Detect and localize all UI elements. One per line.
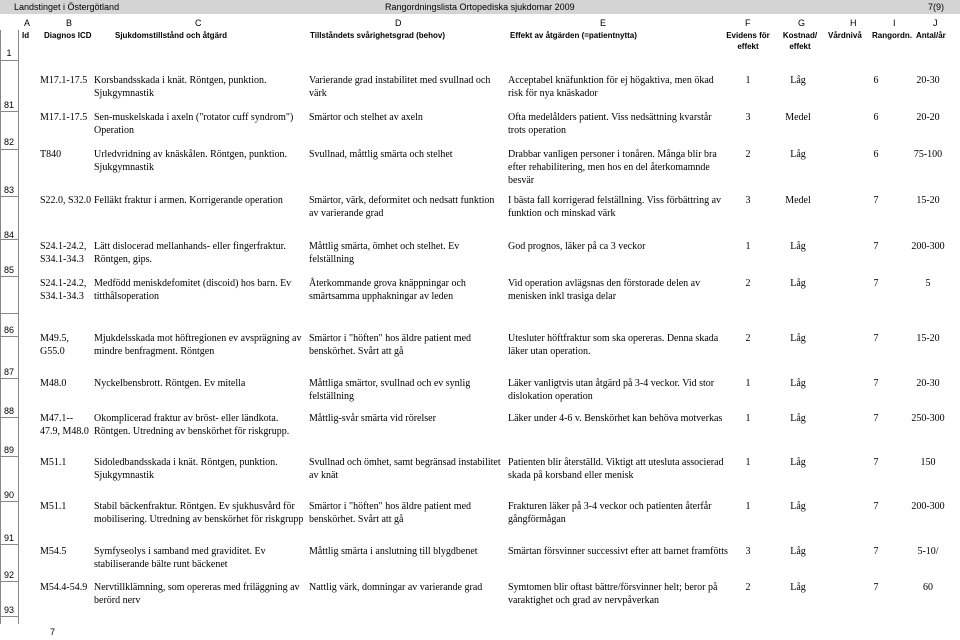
cell-effect: Frakturen läker på 3-4 veckor och patienten återfår gångförmågan <box>508 501 715 525</box>
cell-severity: Smärtor och stelhet av axeln <box>309 112 423 123</box>
cell-condition: Lätt dislocerad mellanhands- eller fingerfraktur. Röntgen, gips. <box>94 241 289 265</box>
cell-effect: Drabbar vanligen personer i tonåren. Många blir bra efter rehabilitering, men hos en del återkomamnde besvär <box>508 149 720 186</box>
cell-cost: Låg <box>790 501 806 512</box>
cell-evidence: 3 <box>745 112 751 123</box>
cell-severity: Varierande grad instabilitet med svullnad och värk <box>309 75 493 99</box>
cell-count: 200-300 <box>911 501 945 512</box>
cell-cost: Medel <box>785 195 811 206</box>
document-header <box>0 0 960 14</box>
col-letter: H <box>850 18 857 28</box>
cell-severity: Måttlig smärta i anslutning till blygdbenet <box>309 546 478 557</box>
cell-condition: Stabil bäckenfraktur. Röntgen. Ev sjukhusvård för mobilisering. Utredning av benskörhet för riskgrupp <box>94 501 304 525</box>
page-footer-number: 7 <box>50 627 56 637</box>
cell-evidence: 2 <box>745 582 751 593</box>
cell-rank: 7 <box>873 278 879 289</box>
cell-count: 250-300 <box>911 413 945 424</box>
cell-diagnosis: S24.1-24.2, S34.1-34.3 <box>40 241 89 265</box>
col-header-severity: Tillståndets svårighetsgrad (behov) <box>310 31 445 40</box>
cell-rank: 7 <box>873 413 879 424</box>
cell-diagnosis: M47.1-- 47.9, M48.0 <box>40 413 89 437</box>
row-number: 91 <box>3 533 14 543</box>
cell-condition: Nyckelbensbrott. Röntgen. Ev mitella <box>94 378 246 389</box>
cell-rank: 7 <box>873 582 879 593</box>
cell-effect: Acceptabel knäfunktion för ej högaktiva, men ökad risk för nya knäskador <box>508 75 717 99</box>
cell-condition: Medfödd meniskdefomitet (discoid) hos barn. Ev titthålsoperation <box>94 278 294 302</box>
row-divider <box>0 616 18 617</box>
cell-cost: Låg <box>790 413 806 424</box>
row-divider <box>0 111 18 112</box>
cell-condition: Okomplicerad fraktur av bröst- eller ländkota. Röntgen. Utredning av benskörhet för riskgrupp. <box>94 413 290 437</box>
row-number: 82 <box>3 137 14 147</box>
row-divider <box>0 336 18 337</box>
row-number: 1 <box>6 48 12 58</box>
row-number: 92 <box>3 570 14 580</box>
row-divider <box>0 417 18 418</box>
column-letter-row <box>0 18 960 30</box>
row-divider <box>0 544 18 545</box>
row-gutter-border <box>18 30 19 624</box>
cell-rank: 6 <box>873 112 879 123</box>
cell-cost: Låg <box>790 278 806 289</box>
row-divider <box>0 581 18 582</box>
cell-diagnosis: S22.0, S32.0 <box>40 195 92 206</box>
cell-severity: Måttliga smärtor, svullnad och ev synlig felställning <box>309 378 473 402</box>
cell-cost: Låg <box>790 378 806 389</box>
cell-diagnosis: M51.1 <box>40 457 67 468</box>
col-header-condition: Sjukdomstillstånd och åtgärd <box>115 31 228 40</box>
cell-rank: 7 <box>873 457 879 468</box>
row-number: 88 <box>3 406 14 416</box>
cell-condition: Felläkt fraktur i armen. Korrigerande operation <box>94 195 283 206</box>
col-header-rank: Rangordn. <box>872 31 912 40</box>
cell-effect: Smärtan försvinner successivt efter att barnet framfötts <box>508 546 728 557</box>
cell-count: 60 <box>923 582 933 593</box>
cell-rank: 6 <box>873 149 879 160</box>
cell-effect: God prognos, läker på ca 3 veckor <box>508 241 646 252</box>
cell-effect: Läker under 4-6 v. Benskörhet kan behöva motverkas <box>508 413 723 424</box>
cell-rank: 7 <box>873 546 879 557</box>
cell-evidence: 1 <box>745 457 751 468</box>
row-number: 84 <box>3 230 14 240</box>
row-divider <box>0 239 18 240</box>
cell-severity: Smärtor, värk, deformitet och nedsatt funktion av varierande grad <box>309 195 497 219</box>
cell-condition: Symfyseolys i samband med graviditet. Ev stabiliserande bälte runt bäckenet <box>94 546 269 570</box>
cell-rank: 7 <box>873 333 879 344</box>
row-number: 93 <box>3 605 14 615</box>
cell-cost: Låg <box>790 457 806 468</box>
cell-cost: Låg <box>790 333 806 344</box>
cell-diagnosis: S24.1-24.2, S34.1-34.3 <box>40 278 89 302</box>
cell-evidence: 2 <box>745 333 751 344</box>
cell-effect: Vid operation avlägsnas den förstorade delen av menisken inkl trasiga delar <box>508 278 703 302</box>
cell-severity: Måttlig-svår smärta vid rörelser <box>309 413 436 424</box>
cell-count: 20-30 <box>916 75 940 86</box>
cell-severity: Återkommande grova knäppningar och smärtsamma upphakningar av leden <box>309 278 469 302</box>
cell-rank: 7 <box>873 241 879 252</box>
cell-evidence: 2 <box>745 278 751 289</box>
row-divider <box>0 313 18 314</box>
cell-diagnosis: M54.4-54.9 <box>40 582 88 593</box>
cell-evidence: 1 <box>745 241 751 252</box>
cell-cost: Låg <box>790 75 806 86</box>
col-letter: E <box>600 18 607 28</box>
row-number: 87 <box>3 367 14 377</box>
col-header-effect: Effekt av åtgärden (=patientnytta) <box>510 31 637 40</box>
cell-condition: Korsbandsskada i knät. Röntgen, punktion. Sjukgymnastik <box>94 75 269 99</box>
cell-count: 15-20 <box>916 195 940 206</box>
cell-effect: Utesluter höftfraktur som ska opereras. Denna skada läker utan operation. <box>508 333 721 357</box>
cell-severity: Smärtor i "höften" hos äldre patient med benskörhet. Svårt att gå <box>309 501 474 525</box>
cell-evidence: 2 <box>745 149 751 160</box>
header-organization: Landstinget i Östergötland <box>14 2 120 12</box>
col-header-diagnosis: Diagnos ICD <box>44 31 92 40</box>
row-number: 90 <box>3 490 14 500</box>
row-number: 81 <box>3 100 14 110</box>
cell-effect: Symtomen blir oftast bättre/försvinner helt; beror på varaktighet och grad av nervpåverkan <box>508 582 720 606</box>
cell-severity: Svullnad, måttlig smärta och stelhet <box>309 149 453 160</box>
cell-diagnosis: M49.5, G55.0 <box>40 333 72 357</box>
row-divider <box>0 196 18 197</box>
cell-count: 20-30 <box>916 378 940 389</box>
cell-evidence: 3 <box>745 546 751 557</box>
cell-severity: Smärtor i "höften" hos äldre patient med benskörhet. Svårt att gå <box>309 333 474 357</box>
col-header-care-level: Vårdnivå <box>828 31 862 40</box>
row-divider <box>0 501 18 502</box>
col-letter: I <box>893 18 896 28</box>
col-letter: C <box>195 18 202 28</box>
cell-condition: Urledvridning av knäskålen. Röntgen, punktion. Sjukgymnastik <box>94 149 290 173</box>
row-divider <box>0 60 18 61</box>
cell-condition: Sidoledbandsskada i knät. Röntgen, punktion. Sjukgymnastik <box>94 457 281 481</box>
col-header-id: Id <box>22 31 30 40</box>
cell-diagnosis: M17.1-17.5 <box>40 112 88 123</box>
row-number: 85 <box>3 265 14 275</box>
cell-cost: Låg <box>790 241 806 252</box>
row-number: 83 <box>3 185 14 195</box>
cell-diagnosis: M51.1 <box>40 501 67 512</box>
column-header-row <box>0 30 960 60</box>
cell-rank: 7 <box>873 378 879 389</box>
cell-cost: Låg <box>790 546 806 557</box>
cell-count: 150 <box>920 457 936 468</box>
col-letter: J <box>933 18 938 28</box>
cell-evidence: 1 <box>745 413 751 424</box>
header-page-number: 7(9) <box>928 2 945 12</box>
cell-evidence: 3 <box>745 195 751 206</box>
row-divider <box>0 378 18 379</box>
cell-condition: Nervtillklämning, som opereras med friläggning av berörd nerv <box>94 582 303 606</box>
cell-cost: Medel <box>785 112 811 123</box>
cell-diagnosis: M17.1-17.5 <box>40 75 88 86</box>
cell-severity: Nattlig värk, domningar av varierande grad <box>309 582 483 593</box>
cell-evidence: 1 <box>745 378 751 389</box>
cell-cost: Låg <box>790 582 806 593</box>
cell-severity: Måttlig smärta, ömhet och stelhet. Ev felställning <box>309 241 462 265</box>
col-letter: G <box>798 18 806 28</box>
row-divider <box>0 456 18 457</box>
col-letter: F <box>745 18 751 28</box>
cell-diagnosis: M54.5 <box>40 546 67 557</box>
cell-condition: Sen-muskelskada i axeln ("rotator cuff syndrom") Operation <box>94 112 296 136</box>
col-header-count: Antal/år <box>916 31 946 40</box>
cell-count: 5-10/ <box>917 546 939 557</box>
col-header-evidence: Evidens för effekt <box>726 31 770 51</box>
cell-effect: I bästa fall korrigerad felställning. Viss förbättring av funktion och minskad värk <box>508 195 724 219</box>
header-title: Rangordningslista Ortopediska sjukdomar 2009 <box>385 2 575 12</box>
cell-condition: Mjukdelsskada mot höftregionen ev avsprägning av mindre benfragment. Röntgen <box>94 333 304 357</box>
cell-diagnosis: M48.0 <box>40 378 67 389</box>
cell-evidence: 1 <box>745 75 751 86</box>
cell-evidence: 1 <box>745 501 751 512</box>
cell-count: 20-20 <box>916 112 940 123</box>
row-number: 86 <box>3 325 14 335</box>
cell-count: 75-100 <box>913 149 943 160</box>
cell-severity: Svullnad och ömhet, samt begränsad instabilitet av knät <box>309 457 504 481</box>
row-number: 89 <box>3 445 14 455</box>
cell-rank: 7 <box>873 501 879 512</box>
col-letter: A <box>24 18 31 28</box>
row-divider <box>0 276 18 277</box>
cell-effect: Ofta medelålders patient. Viss nedsättning kvarstår trots operation <box>508 112 715 136</box>
row-divider <box>0 149 18 150</box>
cell-count: 15-20 <box>916 333 940 344</box>
col-letter: B <box>66 18 73 28</box>
cell-count: 200-300 <box>911 241 945 252</box>
col-letter: D <box>395 18 402 28</box>
cell-diagnosis: T840 <box>40 149 62 160</box>
cell-cost: Låg <box>790 149 806 160</box>
cell-rank: 7 <box>873 195 879 206</box>
cell-rank: 6 <box>873 75 879 86</box>
col-header-cost: Kostnad/ effekt <box>782 31 818 51</box>
cell-effect: Läker vanligtvis utan åtgärd på 3-4 veckor. Vid stor dislokation operation <box>508 378 717 402</box>
cell-effect: Patienten blir återställd. Viktigt att utesluta associerad skada på korsband eller menisk <box>508 457 727 481</box>
cell-count: 5 <box>925 278 931 289</box>
